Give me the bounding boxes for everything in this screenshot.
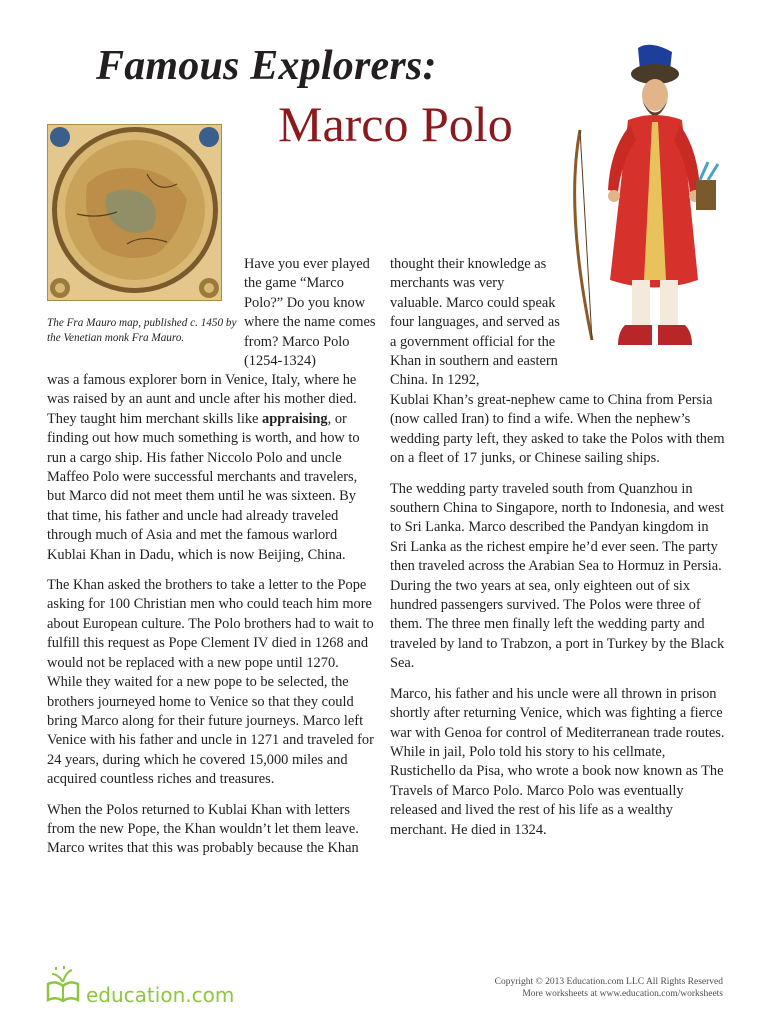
column2-top-paragraph: thought their knowledge as merchants was very valuable. Marco could speak four languages, and served as a government official for the Khan in southern and eastern China. In 1292, xyxy=(390,256,560,389)
appraising-term: appraising xyxy=(262,410,328,427)
column1-text xyxy=(47,371,377,859)
logo-text: education.com xyxy=(86,983,235,1007)
paragraph-6: Marco, his father and his uncle were all thrown in prison shortly after returning Venice, which was fighting a fierce war with Genoa for control of Mediterranean trade routes. While in jail, Polo told his story to his cellmate, Rustichello da Pisa, who wrote a book now known as The Travels of Marco Polo. Marco Polo was eventually released and lived the rest of his life as a wealthy merchant. He died in 1324. xyxy=(390,685,725,838)
education-com-logo[interactable] xyxy=(44,966,234,1006)
page-title-line2: Marco Polo xyxy=(278,96,513,152)
copyright-line: Copyright © 2013 Education.com LLC All Rights Reserved xyxy=(494,977,723,987)
page-title-line1: Famous Explorers: xyxy=(96,43,437,89)
map-caption: The Fra Mauro map, published c. 1450 by the Venetian monk Fra Mauro. xyxy=(47,317,237,344)
intro-paragraph: Have you ever played the game “Marco Polo?” Do you know where the name comes from? Marco Polo (1254-1324) xyxy=(244,256,376,370)
column2-top-text xyxy=(390,255,560,391)
book-sprout-icon xyxy=(44,966,84,1006)
worksheets-link-line: More worksheets at www.education.com/worksheets xyxy=(522,989,723,999)
column1-top-text xyxy=(244,255,384,371)
marco-polo-illustration xyxy=(570,40,730,360)
paragraph-5: The wedding party traveled south from Quanzhou in southern China to Singapore, north to Indonesia, and west to Sri Lanka. Marco described the Pandyan kingdom in Sri Lanka as the richest empire he’d ever seen. The party then traveled across the Arabian Sea to Hormuz in Persia. During the two years at sea, only eighteen out of six hundred passengers survived. The Polos were three of them. The three men finally left the wedding party and traveled by land to Trabzon, a port in Turkey by the Black Sea. xyxy=(390,480,725,672)
paragraph-2: The Khan asked the brothers to take a letter to the Pope asking for 100 Christian men who could teach him more about European culture. The Polo brothers had to wait to fulfill this request as Pope Clement IV died in 1268 and would not be replaced with a new pope until 1270. While they waited for a new pope to be selected, the brothers journeyed home to Venice so that they could bring Marco along for their future journeys. Marco left Venice with his father and uncle in 1271 and traveled for 24 years, during which he covered 15,000 miles and acquired countless riches and treasures. xyxy=(47,577,374,788)
paragraph-3: When the Polos returned to Kublai Khan with letters from the new Pope, the Khan wouldn’t let them leave. Marco writes that this was probably because the Khan xyxy=(47,801,359,857)
paragraph-1 xyxy=(47,371,377,565)
paragraph-4: Kublai Khan’s great-nephew came to China from Persia (now called Iran) to find a wife. When the nephew’s wedding party left, they asked to take the Polos with them on a fleet of 17 junks, or Chinese sailing ships. xyxy=(390,392,725,467)
paragraph-1-part-a: was a famous explorer born in Venice, Italy, where he was raised by an aunt and uncle after his mother died. They taught him merchant skills like xyxy=(47,372,357,427)
copyright-notice xyxy=(495,976,723,1000)
column2-text xyxy=(390,391,725,840)
fra-mauro-map-image xyxy=(47,124,222,301)
paragraph-1-part-b: , or finding out how much something is worth, and how to run a cargo ship. His father Niccolo Polo and uncle Maffeo Polo were successful merchants and travelers, but Marco did not meet them until he was sixteen. By that time, his father and uncle had already traveled through much of Asia and met the famous warlord Kublai Khan in Dadu, which is now Beijing, China. xyxy=(47,410,360,563)
